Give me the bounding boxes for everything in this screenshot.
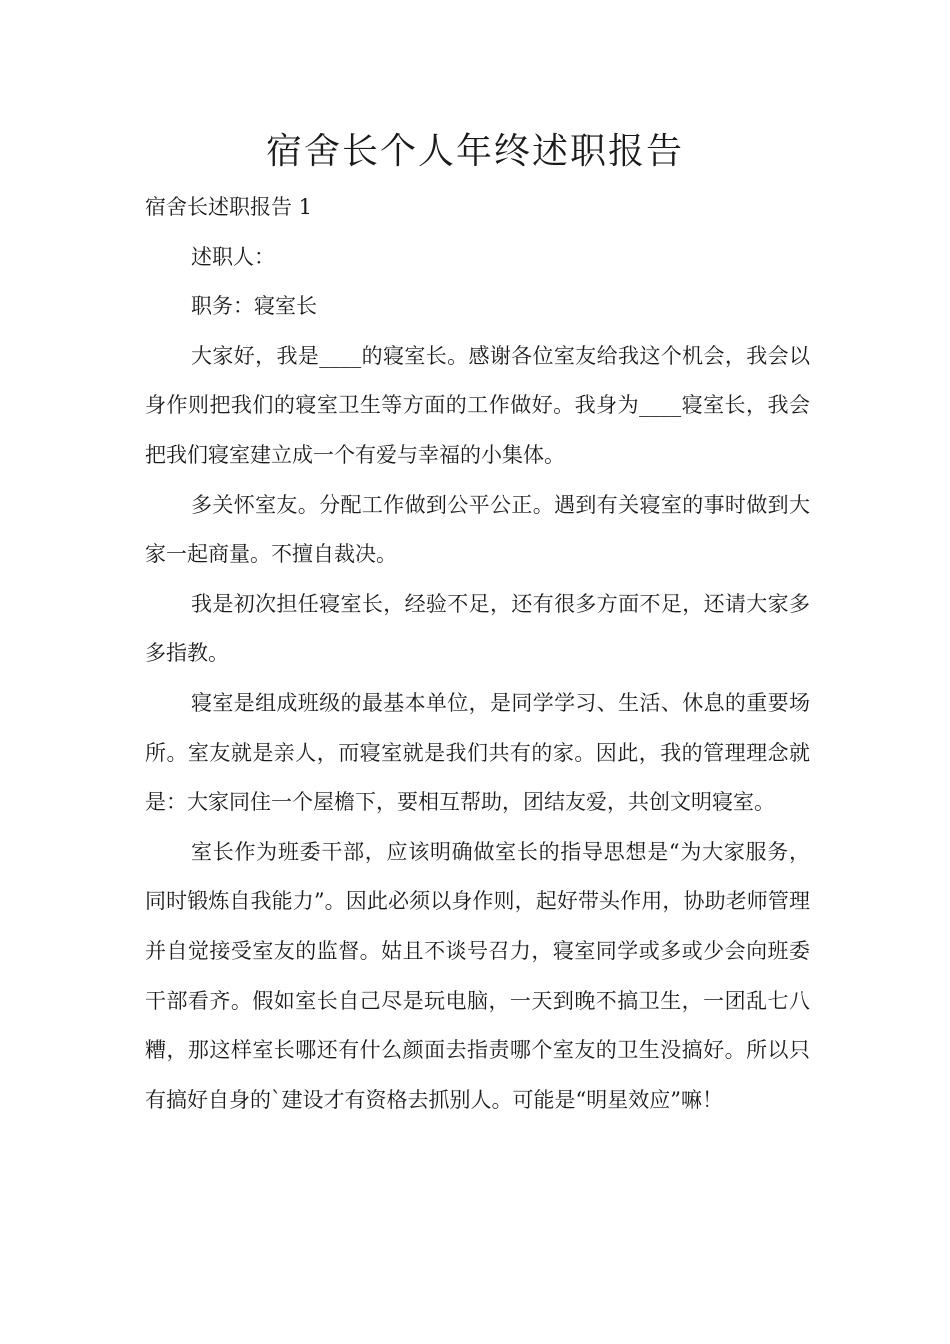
paragraph-care: 多关怀室友。分配工作做到公平公正。遇到有关寝室的事时做到大家一起商量。不擅自裁决。 bbox=[145, 492, 810, 567]
paragraph-greeting: 大家好，我是____的寝室长。感谢各位室友给我这个机会，我会以身作则把我们的寝室卫生等方面的工作做好。我身为____寝室长，我会把我们寝室建立成一个有爱与幸福的小集体。 bbox=[145, 343, 810, 467]
paragraph-management-philosophy: 寝室是组成班级的最基本单位，是同学学习、生活、休息的重要场所。室友就是亲人，而寝室就是我们共有的家。因此，我的管理理念就是：大家同住一个屋檐下，要相互帮助，团结友爱，共创文明寝室。 bbox=[145, 690, 810, 815]
reporter-label: 述职人： bbox=[191, 244, 275, 269]
document-body bbox=[145, 183, 810, 1125]
paragraph-experience: 我是初次担任寝室长，经验不足，还有很多方面不足，还请大家多多指教。 bbox=[145, 591, 810, 666]
document-title: 宿舍长个人年终述职报告 bbox=[265, 131, 684, 172]
position-line: 职务：寝室长 bbox=[191, 294, 317, 319]
section-heading: 宿舍长述职报告 1 bbox=[145, 195, 313, 219]
paragraph-leadership: 室长作为班委干部，应该明确做室长的指导思想是“为大家服务，同时锻炼自我能力”。因此必须以身作则，起好带头作用，协助老师管理并自觉接受室友的监督。姑且不谈号召力，寝室同学或多或少会向班委干部看齐。假如室长自己尽是玩电脑，一天到晚不搞卫生，一团乱七八糟，那这样室长哪还有什么颜面去指责哪个室友的卫生没搞好。所以只有搞好自身的`建设才有资格去抓别人。可能是“明星效应”嘛！ bbox=[145, 839, 810, 1112]
